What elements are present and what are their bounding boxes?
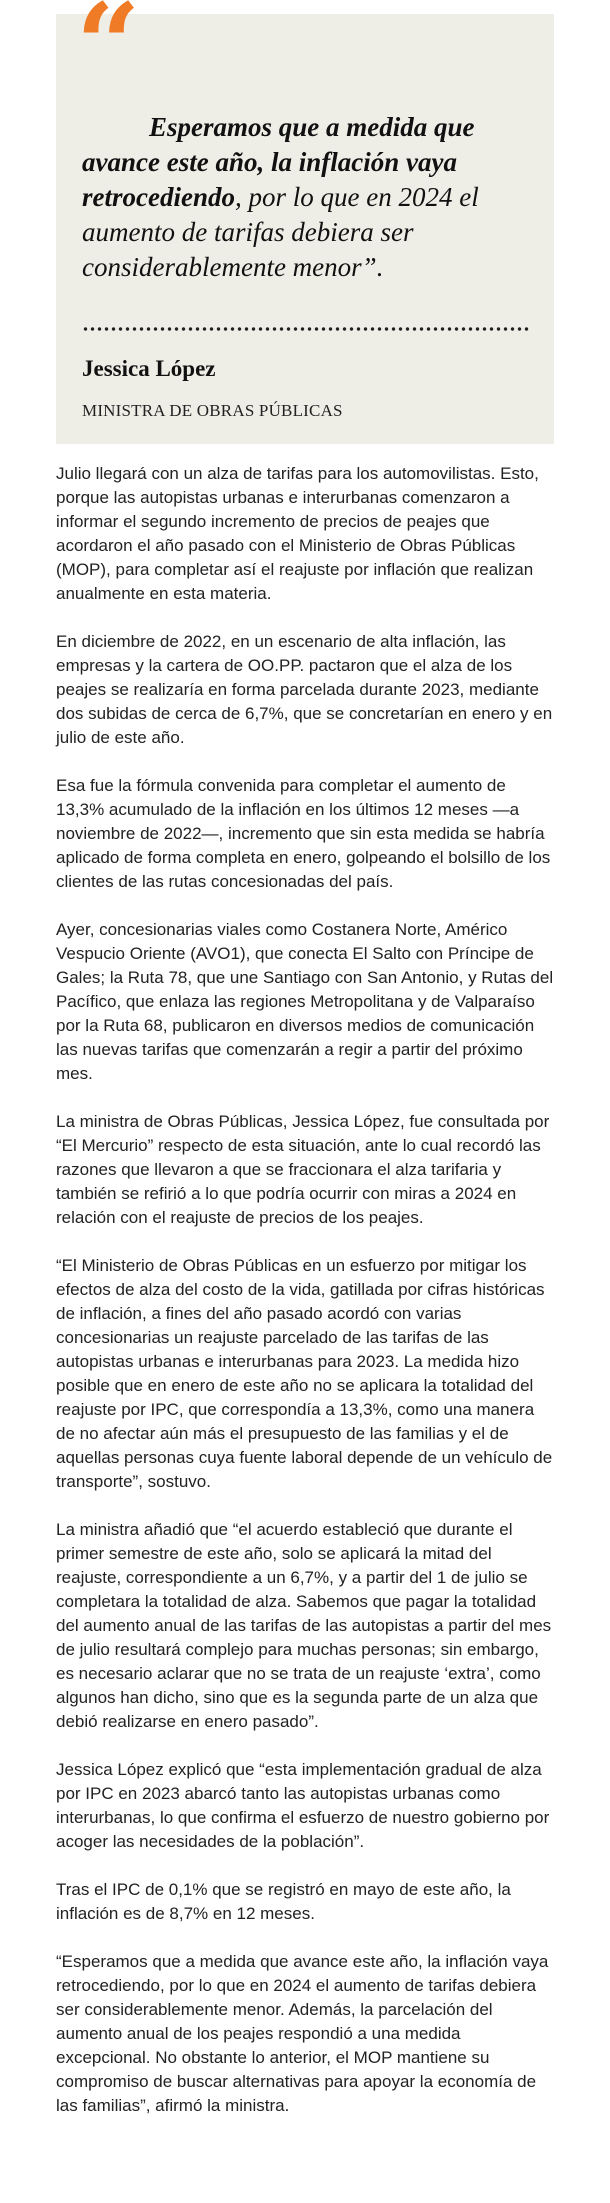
dotted-divider: [82, 326, 530, 332]
article-paragraph: Jessica López explicó que “esta implementación gradual de alza por IPC en 2023 abarcó tanto las autopistas urbanas como interurbanas, lo que confirma el esfuerzo de nuestro gobierno por acoger las necesidades de la población”.: [56, 1760, 550, 1851]
article-paragraph: “El Ministerio de Obras Públicas en un esfuerzo por mitigar los efectos de alza del costo de la vida, gatillada por cifras históricas de inflación, a fines del año pasado acordó con varias concesionarias un reajuste parcelado de las tarifas de las autopistas urbanas e interurbanas para 2023. La medida hizo posible que en enero de este año no se aplicara la totalidad del reajuste por IPC, que correspondía a 13,3%, como una manera de no afectar aún más el presupuesto de las familias y el de aquellas personas cuya fuente laboral depende de un vehículo de transporte”, sostuvo.: [56, 1256, 553, 1491]
article-paragraph: Julio llegará con un alza de tarifas para los automovilistas. Esto, porque las autopistas urbanas e interurbanas comenzaron a informar el segundo incremento de precios de peajes que acordaron el año pasado con el Ministerio de Obras Públicas (MOP), para completar así el reajuste por inflación que realizan anualmente en esta materia.: [56, 464, 539, 603]
quote-mark-icon: “: [76, 0, 141, 111]
quote-author-role: MINISTRA DE OBRAS PÚBLICAS: [82, 401, 343, 420]
pull-quote-box: [56, 0, 554, 444]
article-paragraph: Tras el IPC de 0,1% que se registró en mayo de este año, la inflación es de 8,7% en 12 meses.: [56, 1880, 511, 1923]
quote-author: Jessica López: [82, 356, 216, 381]
article-paragraph: En diciembre de 2022, en un escenario de alta inflación, las empresas y la cartera de OO.PP. pactaron que el alza de los peajes se realizaría en forma parcelada durante 2023, mediante dos subidas de cerca de 6,7%, que se concretarían en enero y en julio de este año.: [56, 632, 553, 747]
article-paragraph: Ayer, concesionarias viales como Costanera Norte, Américo Vespucio Oriente (AVO1), que conecta El Salto con Príncipe de Gales; la Ruta 78, que une Santiago con San Antonio, y Rutas del Pacífico, que enlaza las regiones Metropolitana y de Valparaíso por la Ruta 68, publicaron en diversos medios de comunicación las nuevas tarifas que comenzarán a regir a partir del próximo mes.: [56, 920, 554, 1083]
pull-quote-rest: , por lo que en 2024 el aumento de tarifas debiera ser considerablemente menor”.: [82, 182, 479, 282]
pull-quote-text: [82, 110, 532, 285]
article-paragraph: La ministra añadió que “el acuerdo estableció que durante el primer semestre de este año, solo se aplicará la mitad del reajuste, correspondiente a un 6,7%, y a partir del 1 de julio se completara la totalidad de alza. Sabemos que pagar la totalidad del aumento anual de las tarifas de las autopistas a partir del mes de julio resultará complejo para muchas personas; sin embargo, es necesario aclarar que no se trata de un reajuste ‘extra’, como algunos han dicho, sino que es la segunda parte de un alza que debió realizarse en enero pasado”.: [56, 1520, 552, 1731]
article-paragraph: “Esperamos que a medida que avance este año, la inflación vaya retrocediendo, por lo que en 2024 el aumento de tarifas debiera ser considerablemente menor. Además, la parcelación del aumento anual de los peajes respondió a una medida excepcional. No obstante lo anterior, el MOP mantiene su compromiso de buscar alternativas para apoyar la economía de las familias”, afirmó la ministra.: [56, 1952, 549, 2115]
article-paragraph: Esa fue la fórmula convenida para completar el aumento de 13,3% acumulado de la inflación en los últimos 12 meses —a noviembre de 2022—, incremento que sin esta medida se habría aplicado de forma completa en enero, golpeando el bolsillo de los clientes de las rutas concesionadas del país.: [56, 776, 551, 891]
article-paragraph: La ministra de Obras Públicas, Jessica López, fue consultada por “El Mercurio” respecto de esta situación, ante lo cual recordó las razones que llevaron a que se fraccionara el alza tarifaria y también se refirió a lo que podría ocurrir con miras a 2024 en relación con el reajuste de precios de los peajes.: [56, 1112, 550, 1227]
article-body: [56, 462, 556, 2142]
pull-quote-bold: Esperamos que a medida que avance este año, la inflación vaya retrocediendo: [82, 112, 475, 212]
